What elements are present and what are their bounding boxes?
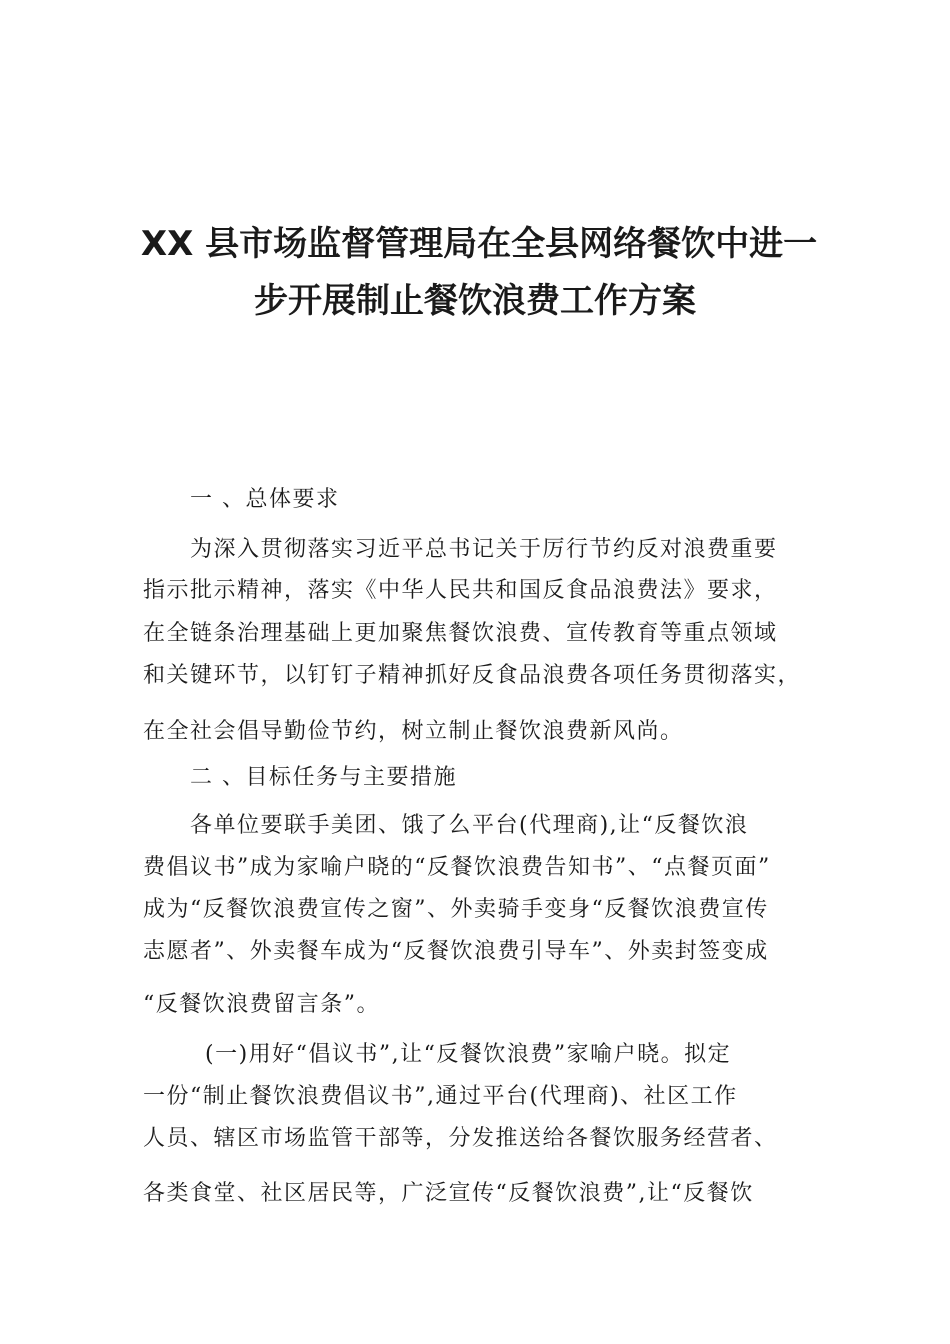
section-heading-goals-and-measures: 二 、目标任务与主要措施 bbox=[190, 765, 457, 790]
document-title-line-1: XX 县市场监督管理局在全县网络餐饮中进一 bbox=[140, 224, 818, 264]
section-heading-overall-requirements: 一 、总体要求 bbox=[190, 487, 340, 512]
paragraph-line: 各单位要联手美团、饿了么平台(代理商),让“反餐饮浪 bbox=[190, 813, 749, 838]
paragraph-line: 指示批示精神，落实《中华人民共和国反食品浪费法》要求， bbox=[143, 578, 778, 603]
document-title-line-2: 步开展制止餐饮浪费工作方案 bbox=[254, 281, 696, 321]
paragraph-line: 和关键环节，以钉钉子精神抓好反食品浪费各项任务贯彻落实， bbox=[143, 663, 802, 688]
paragraph-line: 在全社会倡导勤俭节约，树立制止餐饮浪费新风尚。 bbox=[143, 719, 684, 744]
paragraph-line: 为深入贯彻落实习近平总书记关于厉行节约反对浪费重要 bbox=[190, 537, 778, 562]
paragraph-line: (一)用好“倡议书”,让“反餐饮浪费”家喻户晓。拟定 bbox=[205, 1042, 732, 1067]
paragraph-line: 志愿者”、外卖餐车成为“反餐饮浪费引导车”、外卖封签变成 bbox=[143, 939, 769, 964]
paragraph-line: 人员、辖区市场监管干部等，分发推送给各餐饮服务经营者、 bbox=[143, 1126, 778, 1151]
paragraph-line: “反餐饮浪费留言条”。 bbox=[143, 992, 380, 1017]
paragraph-line: 费倡议书”成为家喻户晓的“反餐饮浪费告知书”、“点餐页面” bbox=[143, 855, 771, 880]
paragraph-line: 各类食堂、社区居民等，广泛宣传“反餐饮浪费”,让“反餐饮 bbox=[143, 1181, 754, 1206]
paragraph-line: 一份“制止餐饮浪费倡议书”,通过平台(代理商)、社区工作 bbox=[143, 1084, 738, 1109]
paragraph-line: 成为“反餐饮浪费宣传之窗”、外卖骑手变身“反餐饮浪费宣传 bbox=[143, 897, 769, 922]
paragraph-line: 在全链条治理基础上更加聚焦餐饮浪费、宣传教育等重点领域 bbox=[143, 621, 778, 646]
